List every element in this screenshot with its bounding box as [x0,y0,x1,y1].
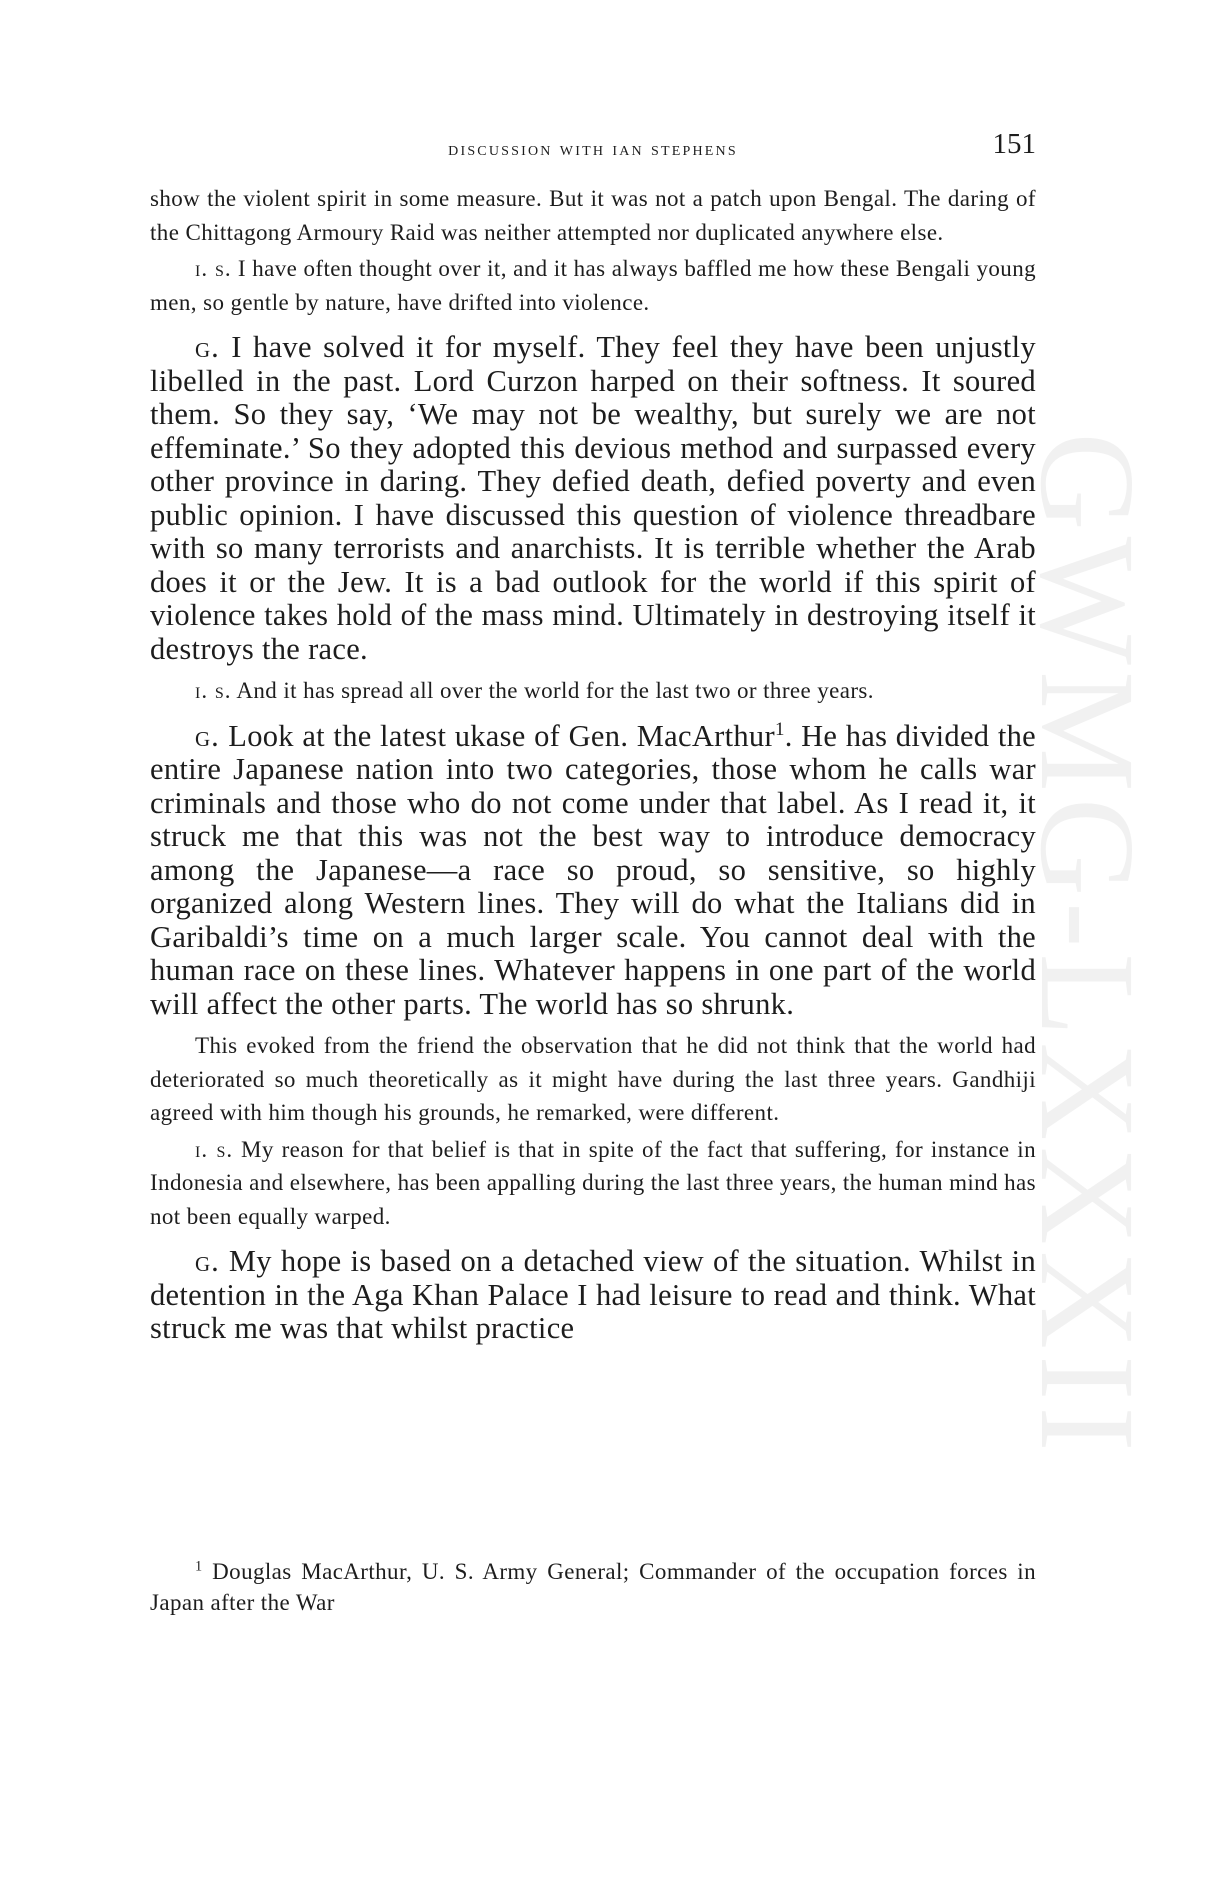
speaker-label: i. s. [195,678,232,703]
footnote-mark: 1 [195,1558,203,1575]
paragraph-gandhi [150,720,1036,1022]
speaker-label: g. [195,718,220,753]
speaker-label: g. [195,1244,220,1278]
paragraph-text: Look at the latest ukase of Gen. MacArthur [228,718,775,753]
paragraph-text: I have often thought over it, and it has always baffled me how these Bengali young men, so gentle by nature, have drifted into violence. [150,256,1037,315]
paragraph-text: show the violent spirit in some measure. But it was not a patch upon Bengal. The daring of the Chittagong Armoury Raid was neither attempted nor duplicated anywhere else. [150,186,1036,245]
running-title: discussion with ian stephens [448,138,738,160]
speaker-label: g. [195,330,220,364]
page-body [150,182,1036,1346]
running-head [150,128,1036,168]
page-number: 151 [992,128,1036,160]
paragraph-text: My reason for that belief is that in spite of the fact that suffering, for instance in Indonesia and elsewhere, has been appalling during the last three years, the human mind has not been equally warped. [150,1136,1036,1229]
speaker-label: i. s. [195,256,232,281]
paragraph-text: My hope is based on a detached view of the situation. Whilst in detention in the Aga Khan Palace I had leisure to read and think. What struck me was that whilst practice [150,1244,1036,1345]
paragraph-text: And it has spread all over the world for the last two or three years. [236,678,874,703]
paragraph-gandhi [150,331,1036,666]
footnote-reference: 1 [774,718,785,740]
paragraph-text: This evoked from the friend the observation that he did not think that the world had deteriorated so much theoretically as it might have during the last three years. Gandhiji agreed with him though his grounds, he remarked, were different. [150,1033,1036,1125]
paragraph-text: I have solved it for myself. They feel they have been unjustly libelled in the past. Lord Curzon harped on their softness. It soured them. So they say, ‘We may not be wealthy, but surely we are not effeminate.’ So they adopted this devious method and surpassed every other province in daring. They defied death, defied poverty and even public opinion. I have discussed this question of violence threadbare with so many terrorists and anarchists. It is terrible whether the Arab does it or the Jew. It is a bad outlook for the world if this spirit of violence takes hold of the mass mind. Ultimately in destroying itself it destroys the race. [150,330,1036,666]
paragraph-text: . He has divided the entire Japanese nation into two categories, those whom he calls war criminals and those who do not come under that label. As I read it, it struck me that this was not the best way to introduce democracy among the Japanese—a race so proud, so sensitive, so highly organized along Western lines. They will do what the Italians did in Garibaldi’s time on a much larger scale. You cannot deal with the human race on these lines. Whatever happens in one part of the world will affect the other parts. The world has so shrunk. [150,718,1036,1021]
speaker-label: i. s. [195,1136,234,1162]
paragraph-ian-stephens [150,1133,1036,1234]
paragraph-gandhi [150,1245,1036,1346]
footnote-text: Douglas MacArthur, U. S. Army General; Commander of the occupation forces in Japan after the War [150,1559,1036,1615]
paragraph-ian-stephens [150,252,1036,319]
paragraph-ian-stephens [150,674,1036,708]
paragraph-narration [150,1029,1036,1130]
watermark-text: GWMG-LXXXII [1012,432,1162,1458]
footnote [150,1556,1036,1618]
paragraph-continuation [150,182,1036,249]
